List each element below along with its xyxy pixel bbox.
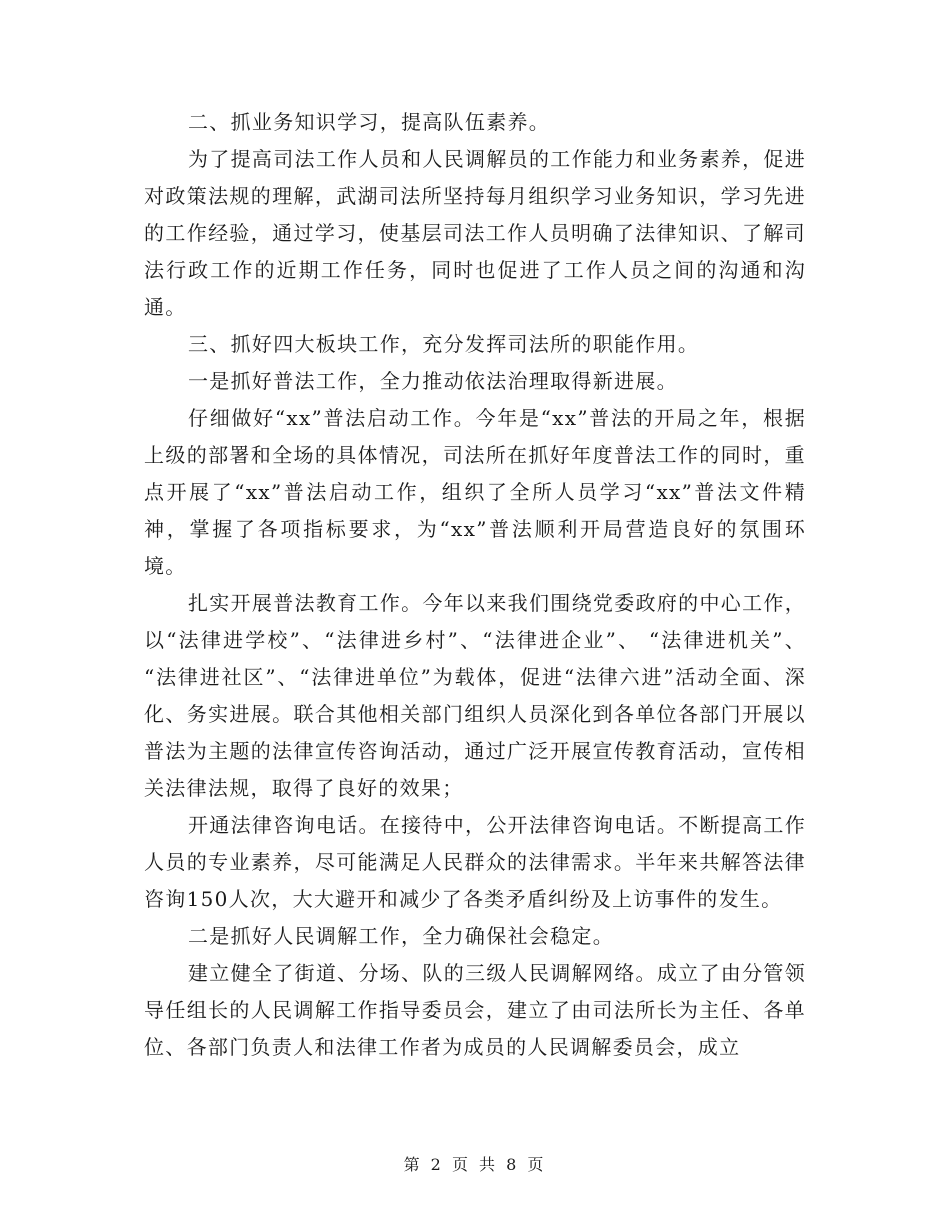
subheading-legal-education: 一是抓好普法工作，全力推动依法治理取得新进展。 [188,369,678,393]
page-footer: 第 2 页 共 8 页 [403,1155,547,1174]
paragraph-study: 为了提高司法工作人员和人民调解员的工作能力和业务素养，促进对政策法规的理解，武湖司法所坚持每月组织学习业务知识，学习先进的工作经验，通过学习，使基层司法工作人员明确了法律知识、了解司法行政工作的近期工作任务，同时也促进了工作人员之间的沟通和沟通。 [144,147,806,319]
paragraph-launch: 仔细做好“xx”普法启动工作。今年是“xx”普法的开局之年，根据上级的部署和全场的具体情况，司法所在抓好年度普法工作的同时，重点开展了“xx”普法启动工作，组织了全所人员学习“xx”普法文件精神，掌握了各项指标要求，为“xx”普法顺利开局营造良好的氛围环境。 [144,406,806,578]
paragraph-education: 扎实开展普法教育工作。今年以来我们围绕党委政府的中心工作，以“法律进学校”、“法律进乡村”、“法律进企业”、 “法律进机关”、 “法律进社区”、“法律进单位”为载体，促进“法律六进”活动全面、深化、务实进展。联合其他相关部门组织人员深化到各单位各部门开展以普法为主题的法律宣传咨询活动，通过广泛开展宣传教育活动，宣传相关法律法规，取得了良好的效果； [144,591,806,800]
paragraph-hotline: 开通法律咨询电话。在接待中，公开法律咨询电话。不断提高工作人员的专业素养，尽可能满足人民群众的法律需求。半年来共解答法律咨询150人次，大大避开和减少了各类矛盾纠纷及上访事件的发生。 [144,813,806,911]
subheading-mediation: 二是抓好人民调解工作，全力确保社会稳定。 [188,924,614,948]
section-heading-2: 二、抓业务知识学习，提高队伍素养。 [188,110,551,134]
paragraph-network: 建立健全了街道、分场、队的三级人民调解网络。成立了由分管领导任组长的人民调解工作指导委员会，建立了由司法所长为主任、各单位、各部门负责人和法律工作者为成员的人民调解委员会，成立 [144,961,806,1059]
section-heading-3: 三、抓好四大板块工作，充分发挥司法所的职能作用。 [188,332,700,356]
document-body [144,104,806,1066]
